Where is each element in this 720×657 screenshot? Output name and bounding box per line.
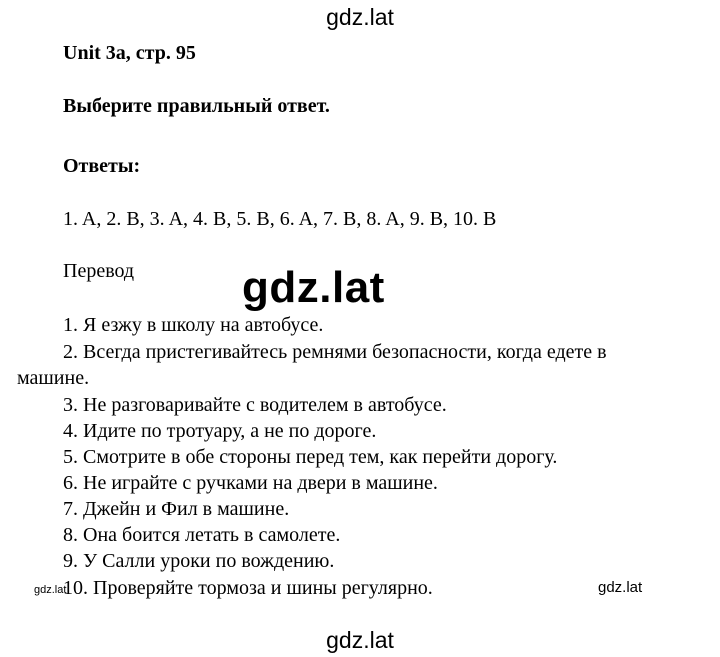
item-number: 4. — [63, 420, 78, 442]
watermark-top: gdz.lat — [326, 4, 394, 30]
translation-item-9 — [63, 550, 334, 573]
task-heading: Выберите правильный ответ. — [63, 95, 330, 117]
item-number: 3. — [63, 394, 78, 416]
item-number: 1. — [63, 314, 78, 336]
watermark-right-small: gdz.lat — [598, 579, 643, 596]
answers-list: 1. A, 2. B, 3. A, 4. B, 5. B, 6. A, 7. B, 8. A, 9. B, 10. B — [63, 208, 497, 230]
item-number: 2. — [63, 341, 78, 363]
translation-item-7 — [63, 498, 289, 521]
translation-label: Перевод — [63, 260, 135, 282]
item-text: Джейн и Фил в машине. — [83, 498, 290, 520]
item-text: Смотрите в обе стороны перед тем, как перейти дорогу. — [83, 446, 558, 468]
item-number: 6. — [63, 472, 78, 494]
translation-item-5 — [63, 446, 557, 469]
watermark-center: gdz.lat — [242, 263, 385, 312]
item-number: 7. — [63, 498, 78, 520]
translation-item-4 — [63, 420, 376, 443]
item-number: 5. — [63, 446, 78, 468]
item-text: У Салли уроки по вождению. — [83, 550, 335, 572]
item-text: Всегда пристегивайтесь ремнями безопасности, когда едете в — [83, 341, 607, 363]
item-text: Не разговаривайте с водителем в автобусе. — [83, 394, 447, 416]
item-number: 8. — [63, 524, 78, 546]
translation-item-8 — [63, 524, 340, 547]
translation-item-1 — [63, 314, 323, 337]
item-number: 10. — [63, 577, 88, 599]
translation-item-6 — [63, 472, 438, 495]
watermark-bottom: gdz.lat — [326, 627, 394, 653]
item-text: Она боится летать в самолете. — [83, 524, 341, 546]
translation-item-2-continuation: машине. — [17, 367, 90, 389]
watermark-left-small: gdz.lat — [34, 584, 67, 596]
item-text: Проверяйте тормоза и шины регулярно. — [93, 577, 433, 599]
translation-item-2 — [63, 341, 607, 364]
item-text: Не играйте с ручками на двери в машине. — [83, 472, 438, 494]
translation-item-10 — [63, 577, 433, 600]
item-text: Идите по тротуару, а не по дороге. — [83, 420, 377, 442]
translation-item-3 — [63, 394, 447, 417]
unit-heading: Unit 3a, стр. 95 — [63, 42, 196, 64]
item-text: Я езжу в школу на автобусе. — [83, 314, 324, 336]
answers-heading: Ответы: — [63, 155, 141, 177]
item-number: 9. — [63, 550, 78, 572]
